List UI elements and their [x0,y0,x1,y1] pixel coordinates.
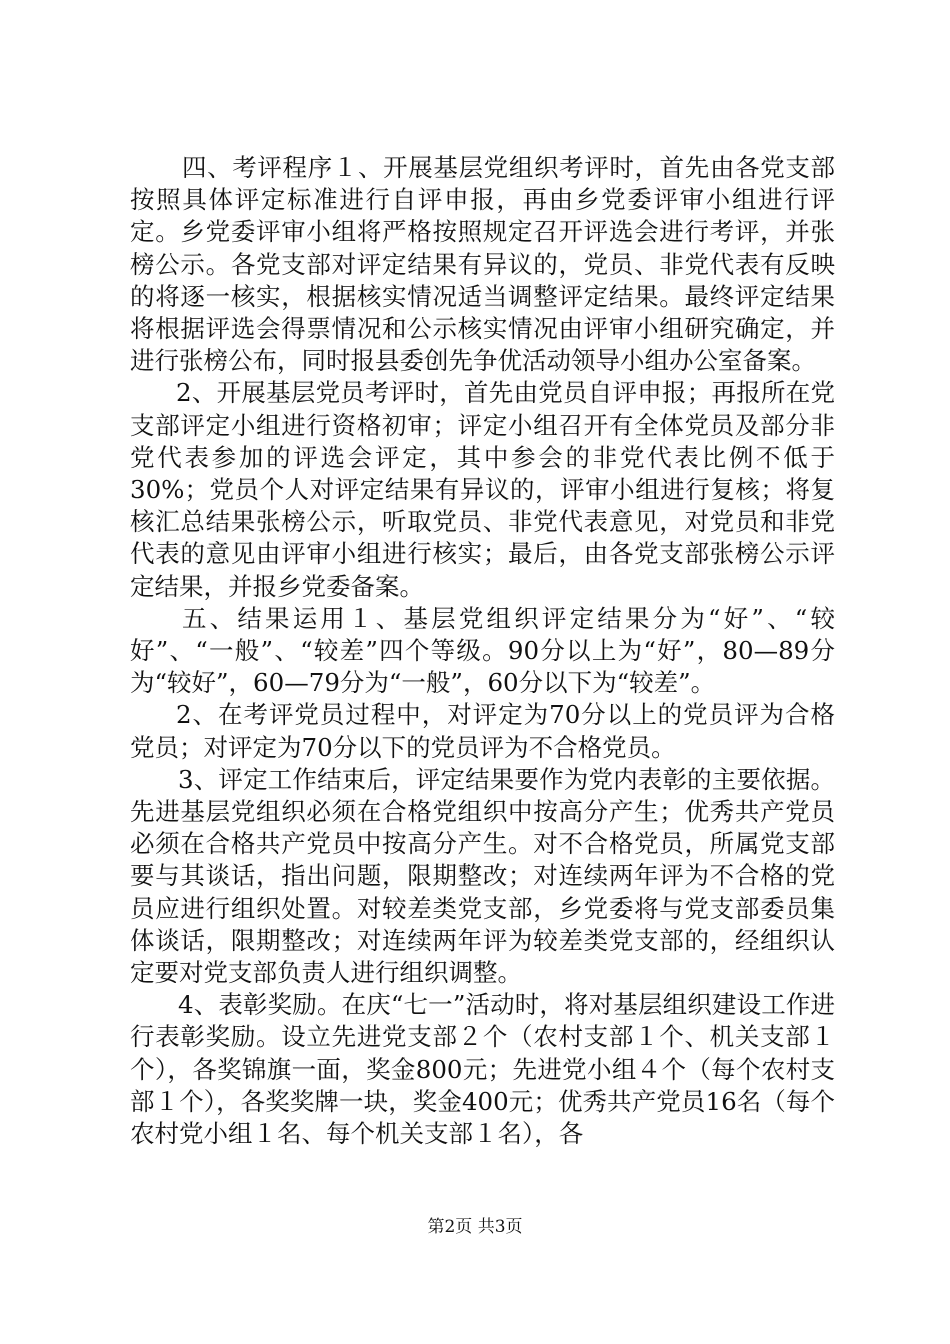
paragraph-commendation-basis: 3、评定工作结束后，评定结果要作为党内表彰的主要依据。先进基层党组织必须在合格党组织中按高分产生；优秀共产党员必须在合格共产党员中按高分产生。对不合格党员，所属党支部要与其谈话，指出问题，限期整改；对连续两年评为不合格的党员应进行组织处置。对较差类党支部，乡党委将与党支部委员集体谈话，限期整改；对连续两年评为较差类党支部的，经组织认定要对党支部负责人进行组织调整。 [130,764,835,988]
paragraph-evaluation-procedure: 四、考评程序１、开展基层党组织考评时，首先由各党支部按照具体评定标准进行自评申报，再由乡党委评审小组进行评定。乡党委评审小组将严格按照规定召开评选会进行考评，并张榜公示。各党支部对评定结果有异议的，党员、非党代表有反映的将逐一核实，根据核实情况适当调整评定结果。最终评定结果将根据评选会得票情况和公示核实情况由评审小组研究确定，并进行张榜公布，同时报县委创先争优活动领导小组办公室备案。 [130,153,835,376]
paragraph-awards: 4、表彰奖励。在庆“七一”活动时，将对基层组织建设工作进行表彰奖励。设立先进党支部２个（农村支部１个、机关支部１个），各奖锦旗一面，奖金800元；先进党小组４个（每个农村支部１个），各奖奖牌一块，奖金400元；优秀共产党员16名（每个农村党小组１名、每个机关支部１名），各 [130,990,835,1149]
paragraph-result-application: 五、结果运用１、基层党组织评定结果分为“好”、“较好”、“一般”、“较差”四个等级。90分以上为“好”，80—89分为“较好”，60—79分为“一般”，60分以下为“较差”。 [130,603,835,698]
page-number-footer: 第2页 共3页 [427,1217,523,1237]
paragraph-member-evaluation: 2、开展基层党员考评时，首先由党员自评申报；再报所在党支部评定小组进行资格初审；评定小组召开有全体党员及部分非党代表参加的评选会评定，其中参会的非党代表比例不低于30%；党员个人对评定结果有异议的，评审小组进行复核；将复核汇总结果张榜公示，听取党员、非党代表意见，对党员和非党代表的意见由评审小组进行核实；最后，由各党支部张榜公示评定结果，并报乡党委备案。 [130,378,835,601]
document-body [130,152,835,1150]
paragraph-qualified-members: 2、在考评党员过程中，对评定为70分以上的党员评为合格党员；对评定为70分以下的党员评为不合格党员。 [130,700,835,762]
